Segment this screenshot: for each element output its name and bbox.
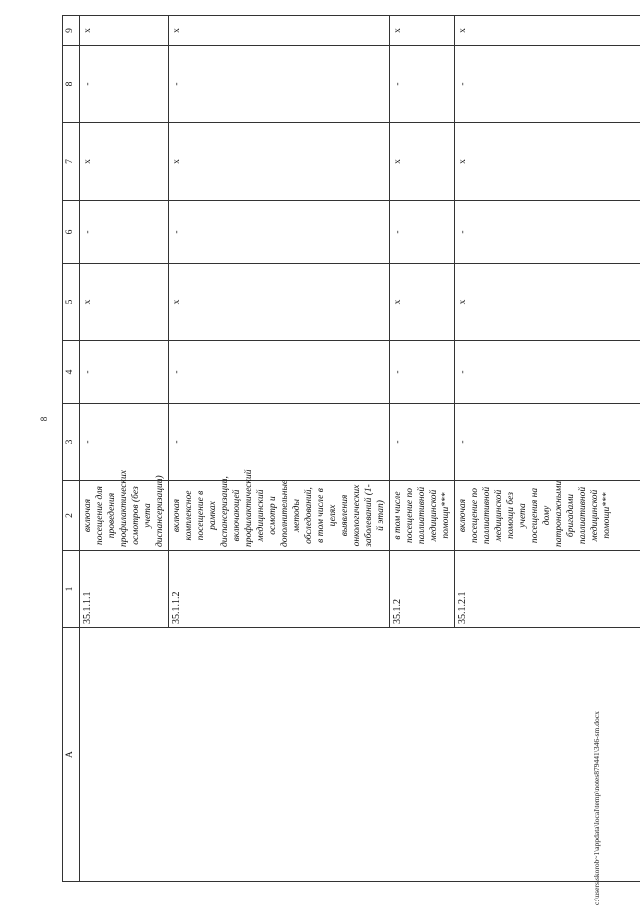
- row-code: 35.1.1.2: [169, 551, 390, 628]
- header-cell: A: [63, 628, 80, 882]
- row-value: x: [169, 123, 390, 201]
- row-value: x: [169, 264, 390, 341]
- header-cell: 9: [63, 16, 80, 46]
- header-cell: 8: [63, 46, 80, 123]
- page-number: 8: [39, 416, 49, 422]
- row-value: x: [390, 123, 455, 201]
- row-value: -: [455, 341, 640, 404]
- row-value: -: [169, 46, 390, 123]
- row-value: -: [390, 201, 455, 264]
- footer-file-path: c:\users\skorob~1\appdata\local\temp\notes879441\346-sm.docx: [592, 711, 601, 905]
- row-value: -: [80, 201, 169, 264]
- column-a-cell: [80, 628, 640, 882]
- row-value: -: [455, 46, 640, 123]
- row-value: x: [455, 264, 640, 341]
- row-value: -: [390, 404, 455, 481]
- row-value: x: [455, 123, 640, 201]
- row-value: x: [80, 16, 169, 46]
- row-value: -: [80, 341, 169, 404]
- header-row: [63, 16, 80, 882]
- row-value: x: [80, 264, 169, 341]
- row-value: -: [169, 341, 390, 404]
- table-row: [80, 16, 169, 882]
- header-cell: 5: [63, 264, 80, 341]
- row-value: x: [390, 264, 455, 341]
- row-description: в том числе посещение по паллиативной медицинской помощи***: [390, 481, 455, 551]
- row-value: -: [390, 341, 455, 404]
- row-description: включая посещение по паллиативной медицинской помощи без учета посещения на дому патронажными бригадами паллиативной медицинской помощи***: [455, 481, 640, 551]
- row-value: -: [455, 404, 640, 481]
- row-code: 35.1.2: [390, 551, 455, 628]
- row-value: -: [169, 201, 390, 264]
- header-cell: 1: [63, 551, 80, 628]
- row-value: -: [390, 46, 455, 123]
- header-cell: 7: [63, 123, 80, 201]
- row-value: -: [455, 201, 640, 264]
- rotated-page-content: [62, 16, 622, 882]
- row-code: 35.1.2.1: [455, 551, 640, 628]
- row-value: x: [80, 123, 169, 201]
- header-cell: 3: [63, 404, 80, 481]
- row-value: -: [80, 404, 169, 481]
- data-table: [62, 15, 640, 882]
- row-value: -: [80, 46, 169, 123]
- row-description: включая комплексное посещение в рамках диспансеризации, включающей профилактический медицинский осмотр и дополнительные методы обследований, в том числе в целях выявления онкологических заболеваний (1-й этап): [169, 481, 390, 551]
- row-value: x: [169, 16, 390, 46]
- row-code: 35.1.1.1: [80, 551, 169, 628]
- header-cell: 6: [63, 201, 80, 264]
- row-value: x: [455, 16, 640, 46]
- row-value: x: [390, 16, 455, 46]
- row-value: -: [169, 404, 390, 481]
- row-description: включая посещение для проведения профилактических осмотров (без учета диспансеризации): [80, 481, 169, 551]
- header-cell: 2: [63, 481, 80, 551]
- header-cell: 4: [63, 341, 80, 404]
